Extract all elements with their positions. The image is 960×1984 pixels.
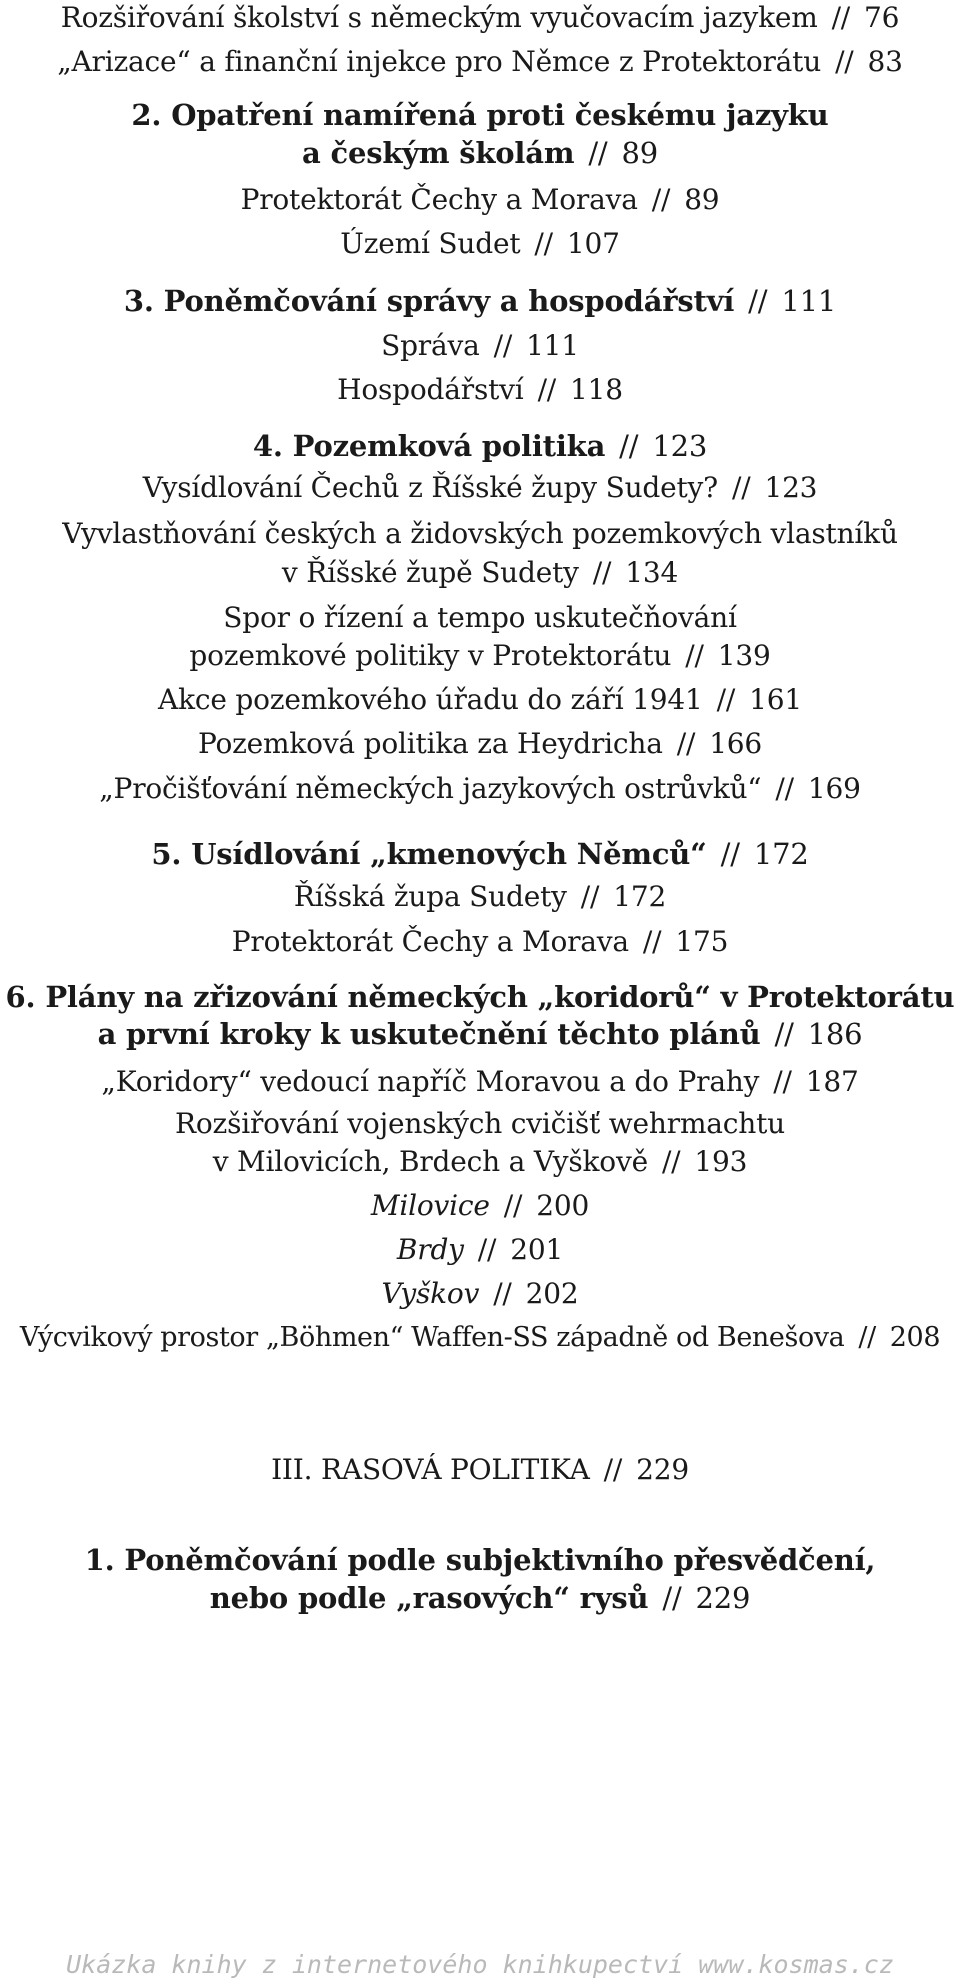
toc-separator: // — [716, 683, 736, 716]
toc-chapter-heading — [0, 95, 960, 135]
toc-entry — [0, 42, 960, 82]
toc-entry-title: Pozemková politika za Heydricha — [197, 727, 663, 760]
toc-entry-title: a první kroky k uskutečnění těchto plánů — [97, 1017, 761, 1051]
toc-page-number: 200 — [536, 1189, 590, 1222]
toc-page-number: 172 — [613, 880, 667, 913]
toc-separator: // — [676, 727, 696, 760]
toc-entry-title: v Říšské župě Sudety — [281, 556, 579, 589]
toc-entry-title: a českým školám — [302, 136, 575, 170]
toc-page-number: 229 — [636, 1453, 689, 1486]
toc-entry — [0, 922, 960, 962]
toc-chapter-heading — [0, 281, 960, 321]
toc-entry-title: Milovice — [370, 1189, 490, 1222]
toc-page-number: 172 — [753, 837, 809, 871]
toc-chapter-heading — [0, 977, 960, 1017]
toc-separator: // — [642, 925, 662, 958]
toc-separator: // — [774, 1017, 794, 1051]
toc-entry — [0, 514, 960, 554]
toc-entry — [0, 1318, 960, 1358]
toc-entry-title: Akce pozemkového úřadu do září 1941 — [158, 683, 703, 716]
toc-entry — [0, 1186, 960, 1226]
toc-entry-title: Správa — [381, 329, 480, 362]
toc-entry — [0, 326, 960, 366]
toc-entry-title: Protektorát Čechy a Morava — [240, 183, 638, 216]
watermark: Ukázka knihy z internetového knihkupectví www.kosmas.cz — [66, 1950, 894, 1979]
toc-entry — [0, 1274, 960, 1314]
toc-entry-title: v Milovicích, Brdech a Vyškově — [212, 1145, 648, 1178]
toc-page-number: 229 — [695, 1581, 751, 1615]
toc-chapter-heading — [0, 1578, 960, 1618]
toc-entry-title: Rozšiřování školství s německým vyučovacím jazykem — [60, 1, 818, 34]
toc-separator: // — [661, 1145, 681, 1178]
toc-entry-title: 1. Poněmčování podle subjektivního přesvědčení, — [84, 1543, 876, 1577]
toc-page-number: 202 — [525, 1277, 579, 1310]
toc-separator: // — [685, 639, 704, 672]
toc-page-number: 123 — [764, 471, 818, 504]
toc-entry-title: 4. Pozemková politika — [252, 429, 606, 463]
toc-entry-title: nebo podle „rasových“ rysů — [209, 1581, 649, 1615]
toc-page-number: 134 — [625, 556, 679, 589]
toc-chapter-heading — [0, 834, 960, 874]
toc-page-number: 186 — [807, 1017, 863, 1051]
toc-page-number: 175 — [675, 925, 729, 958]
toc-separator: // — [775, 772, 794, 805]
toc-entry-title: 2. Opatření namířená proti českému jazyku — [131, 98, 829, 132]
toc-entry — [0, 724, 960, 764]
toc-entry — [0, 553, 960, 593]
toc-entry-title: 3. Poněmčování správy a hospodářství — [123, 284, 735, 318]
toc-page-number: 208 — [889, 1322, 941, 1353]
toc-entry-title: „Pročišťování německých jazykových ostrůvků“ — [99, 772, 762, 805]
toc-page-number: 83 — [867, 45, 903, 78]
toc-entry — [0, 1104, 960, 1144]
toc-entry — [0, 877, 960, 917]
toc-page-number: 89 — [684, 183, 720, 216]
toc-separator: // — [592, 556, 612, 589]
toc-part-heading — [0, 1450, 960, 1490]
toc-entry-title: Rozšiřování vojenských cvičišť wehrmachtu — [174, 1107, 785, 1140]
toc-entry-title: pozemkové politiky v Protektorátu — [189, 639, 672, 672]
toc-entry-title: Brdy — [396, 1233, 464, 1266]
toc-separator: // — [720, 837, 740, 871]
toc-page-number: 169 — [807, 772, 861, 805]
toc-entry — [0, 180, 960, 220]
toc-separator: // — [831, 1, 851, 34]
toc-entry-title: Území Sudet — [340, 227, 521, 260]
toc-page-number: 76 — [864, 1, 900, 34]
toc-entry-title: III. RASOVÁ POLITIKA — [271, 1453, 590, 1486]
toc-page-number: 161 — [749, 683, 802, 716]
toc-separator: // — [619, 429, 639, 463]
toc-separator: // — [731, 471, 751, 504]
toc-separator: // — [588, 136, 608, 170]
toc-separator: // — [503, 1189, 523, 1222]
toc-page-number: 111 — [781, 284, 837, 318]
toc-separator: // — [493, 329, 513, 362]
toc-separator: // — [858, 1322, 876, 1353]
toc-page-number: 166 — [709, 727, 763, 760]
toc-entry — [0, 769, 960, 809]
toc-entry-title: Spor o řízení a tempo uskutečňování — [223, 601, 737, 634]
toc-entry-title: Vysídlování Čechů z Říšské župy Sudety? — [142, 471, 718, 504]
toc-entry-title: 5. Usídlování „kmenových Němců“ — [151, 837, 707, 871]
toc-chapter-heading — [0, 1014, 960, 1054]
toc-entry — [0, 1230, 960, 1270]
toc-page-number: 187 — [805, 1065, 859, 1098]
toc-page-number: 107 — [566, 227, 620, 260]
toc-entry-title: Říšská župa Sudety — [293, 880, 567, 913]
toc-page-number: 123 — [652, 429, 708, 463]
toc-entry-title: „Koridory“ vedoucí napříč Moravou a do Prahy — [101, 1065, 760, 1098]
toc-separator: // — [748, 284, 768, 318]
toc-chapter-heading — [0, 426, 960, 466]
toc-separator: // — [493, 1277, 512, 1310]
toc-entry-title: Hospodářství — [337, 373, 524, 406]
toc-chapter-heading — [0, 133, 960, 173]
toc-page-number: 139 — [717, 639, 771, 672]
toc-page-number: 201 — [510, 1233, 564, 1266]
toc-separator: // — [477, 1233, 497, 1266]
toc-entry — [0, 636, 960, 676]
toc-separator: // — [534, 227, 553, 260]
toc-page-number: 118 — [570, 373, 623, 406]
toc-separator: // — [773, 1065, 792, 1098]
toc-entry-title: Protektorát Čechy a Morava — [231, 925, 629, 958]
toc-entry-title: „Arizace“ a finanční injekce pro Němce z Protektorátu — [57, 45, 822, 78]
toc-chapter-heading — [0, 1540, 960, 1580]
toc-page-number: 89 — [621, 136, 658, 170]
toc-separator: // — [603, 1453, 623, 1486]
toc-separator: // — [580, 880, 600, 913]
toc-entry-title: Vyvlastňování českých a židovských pozemkových vlastníků — [62, 517, 898, 550]
toc-entry — [0, 598, 960, 638]
toc-entry — [0, 680, 960, 720]
toc-page-number: 193 — [694, 1145, 748, 1178]
toc-entry-title: 6. Plány na zřizování německých „koridorů“ v Protektorátu — [5, 980, 955, 1014]
toc-separator: // — [662, 1581, 682, 1615]
toc-entry — [0, 370, 960, 410]
toc-entry-title: Výcvikový prostor „Böhmen“ Waffen-SS západně od Benešova — [19, 1322, 845, 1353]
toc-entry — [0, 1142, 960, 1182]
toc-entry — [0, 224, 960, 264]
toc-separator: // — [835, 45, 854, 78]
toc-page-number: 111 — [526, 329, 579, 362]
toc-separator: // — [537, 373, 557, 406]
toc-entry — [0, 0, 960, 38]
toc-separator: // — [651, 183, 671, 216]
toc-entry-title: Vyškov — [381, 1277, 480, 1310]
toc-entry — [0, 1062, 960, 1102]
toc-entry — [0, 468, 960, 508]
